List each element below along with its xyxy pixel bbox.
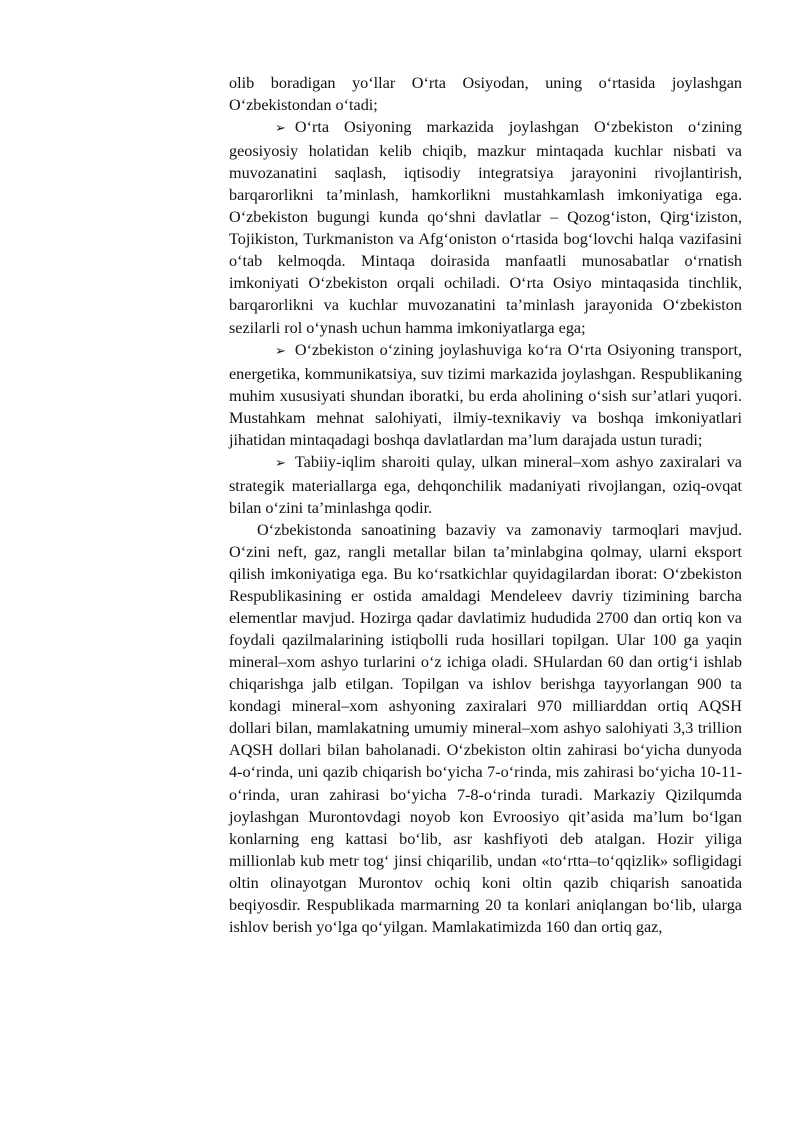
- paragraph-text: olib boradigan yo‘llar O‘rta Osiyodan, uning o‘rtasida joylashgan O‘zbekistondan o‘tadi;: [229, 74, 742, 115]
- paragraph-text: O‘zbekistonda sanoatining bazaviy va zamonaviy tarmoqlari mavjud. O‘zini neft, gaz, rangli metallar bilan ta’minlabgina qolmay, ularni eksport qilish imkoniyatiga ega. Bu ko‘rsatkichlar quyidagilardan iborat: O‘zbekiston Respublikasining er ostida amaldagi Mendeleev davriy tizimining barcha elementlar mavjud. Hozirga qadar davlatimiz hududida 2700 dan ortiq kon va foydali qazilmalarining istiqbolli ruda hosillari topilgan. Ular 100 ga yaqin mineral–xom ashyo turlarini o‘z ichiga oladi. SHulardan 60 dan ortig‘i ishlab chiqarishga jalb etilgan. Topilgan va ishlov berishga tayyorlangan 900 ta kondagi mineral–xom ashyoning zaxiralari 970 milliarddan ortiq AQSH dollari bilan, mamlakatning umumiy mineral–xom ashyo salohiyati 3,3 trillion AQSH dollari bilan baholanadi. O‘zbekiston oltin zahirasi bo‘yicha dunyoda 4-o‘rinda, uni qazib chiqarish bo‘yicha 7-o‘rinda, mis zahirasi bo‘yicha 10-11-o‘rinda, uran zahirasi bo‘yicha 7-8-o‘rinda turadi. Markaziy Qizilqumda joylashgan Murontovdagi noyob kon Evroosiyo qit’asida ma’lum bo‘lgan konlarning eng kattasi bo‘lib, asr kashfiyoti deb atalgan. Hozir yiliga millionlab kub metr tog‘ jinsi chiqarilib, undan «to‘rtta–to‘qqizlik» sofligidagi oltin olinayotgan Murontov ochiq koni oltin qazib chiqarish sanoatida beqiyosdir. Respublikada marmarning 20 ta konlari aniqlangan bo‘lib, ularga ishlov berish yo‘lga qo‘yilgan. Mamlakatimizda 160 dan ortiq gaz,: [229, 520, 742, 936]
- arrow-bullet-icon: ➢: [275, 455, 286, 471]
- paragraph-continuation: [229, 72, 742, 116]
- bullet-paragraph-location: [229, 339, 742, 451]
- bullet-paragraph-resources: [229, 451, 742, 519]
- paragraph-text: Tabiiy-iqlim sharoiti qulay, ulkan mineral–xom ashyo zaxiralari va strategik materiallarga ega, dehqonchilik madaniyati rivojlangan, oziq-ovqat bilan o‘zini ta’minlashga qodir.: [229, 452, 742, 517]
- paragraph-industry: [229, 519, 742, 938]
- arrow-bullet-icon: ➢: [275, 121, 286, 137]
- paragraph-text: O‘zbekiston o‘zining joylashuviga ko‘ra O‘rta Osiyoning transport, energetika, kommunikatsiya, suv tizimi markazida joylashgan. Respublikaning muhim xususiyati shundan iboratki, bu erda aholining o‘sish sur’atlari yuqori. Mustahkam mehnat salohiyati, ilmiy-texnikaviy va boshqa imkoniyatlari jihatidan mintaqadagi boshqa davlatlardan ma’lum darajada ustun turadi;: [229, 340, 742, 449]
- bullet-paragraph-geopolitics: [229, 116, 742, 338]
- paragraph-text: O‘rta Osiyoning markazida joylashgan O‘zbekiston o‘zining geosiyosiy holatidan kelib chiqib, mazkur mintaqada kuchlar nisbati va muvozanatini saqlash, iqtisodiy integratsiya jarayonini rivojlantirish, barqarorlikni ta’minlash, hamkorlikni mustahkamlash imkoniyatiga ega. O‘zbekiston bugungi kunda qo‘shni davlatlar – Qozog‘iston, Qirg‘iziston, Tojikiston, Turkmaniston va Afg‘oniston o‘rtasida bog‘lovchi halqa vazifasini o‘tab kelmoqda. Mintaqa doirasida manfaatli munosabatlar o‘rnatish imkoniyati O‘zbekiston orqali ochiladi. O‘rta Osiyo mintaqasida tinchlik, barqarorlikni va kuchlar muvozanatini ta’minlash jarayonida O‘zbekiston sezilarli rol o‘ynash uchun hamma imkoniyatlarga ega;: [229, 118, 742, 337]
- document-page: [229, 72, 742, 938]
- arrow-bullet-icon: ➢: [275, 343, 286, 359]
